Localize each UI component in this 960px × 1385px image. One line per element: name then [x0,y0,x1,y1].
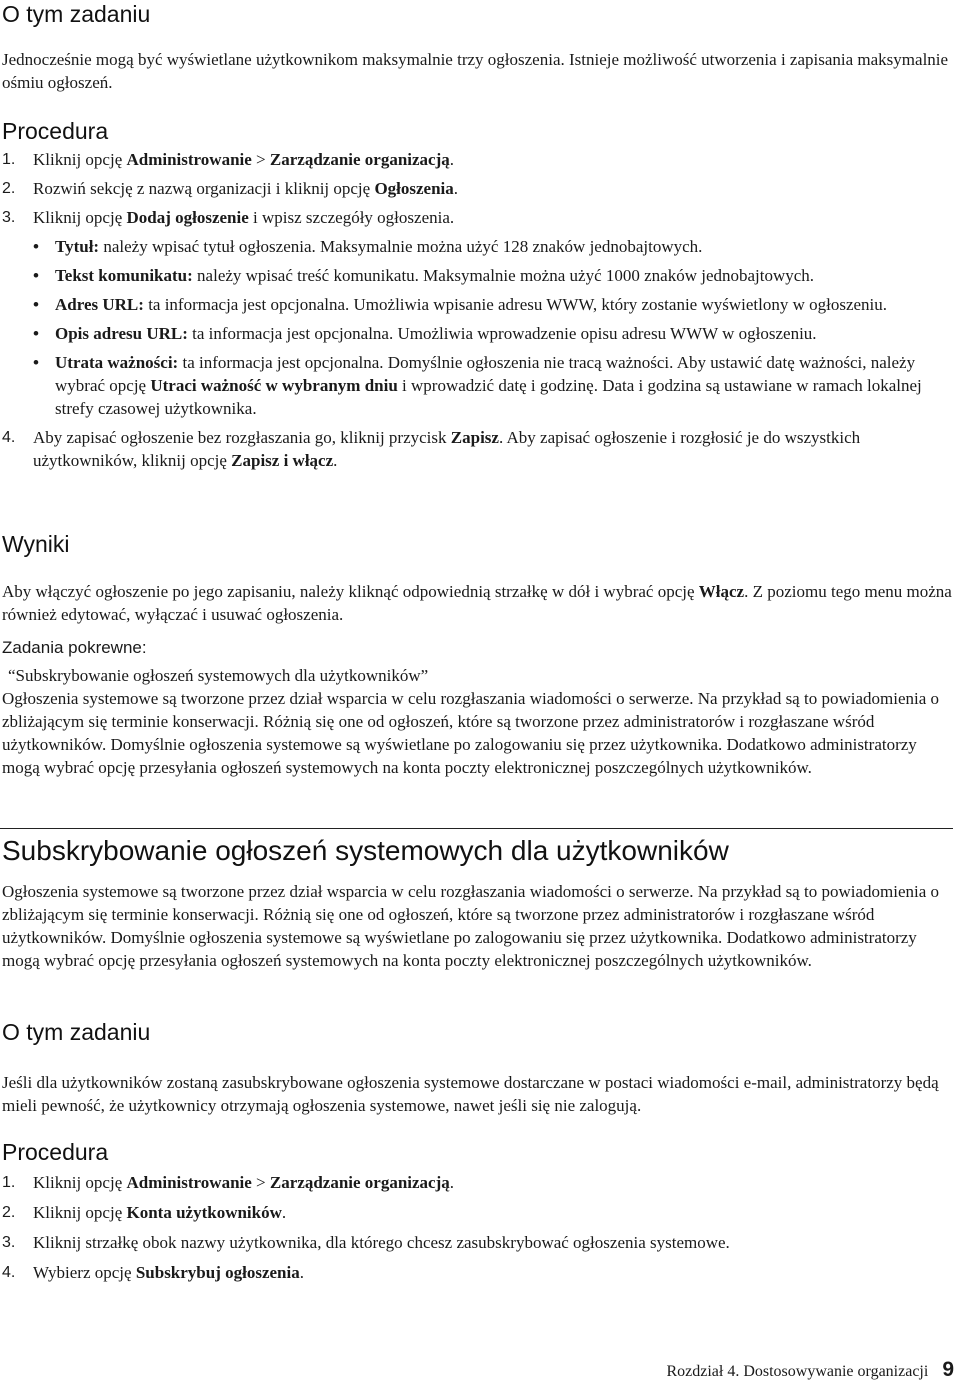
option-add-announcement: Dodaj ogłoszenie [126,208,249,227]
step-item [2,426,952,472]
field-desc-end: i wprowadzić datę i godzinę. Data i godzina są ustawiane w ramach lokalnej strefy czasowej użytkownika. [55,376,922,418]
step-text: Wybierz opcję [33,1263,136,1282]
field-list [33,235,952,420]
step-item [2,148,952,171]
results-paragraph [2,580,952,626]
step-text-end: . [453,179,459,198]
step-text-end: . [299,1263,304,1282]
step-number: 1. [2,1174,16,1191]
path-separator: > [251,1173,270,1192]
step-text-end: i wpisz szczegóły ogłoszenia. [248,208,455,227]
results-heading: Wyniki [2,531,70,557]
field-desc: ta informacja jest opcjonalna. Domyślnie ogłoszenia nie tracą ważności. Aby ustawić datę ważności, należy wybrać opcję [55,353,916,395]
field-desc: ta informacja jest opcjonalna. Umożliwia wpisanie adresu WWW, który zostanie wyświetlony w ogłoszeniu. [143,295,888,314]
field-label: Tytuł: [55,237,100,256]
results-text: Aby włączyć ogłoszenie po jego zapisaniu, należy kliknąć odpowiednią strzałkę w dół i wybrać opcję [2,582,699,601]
step-item [2,1261,952,1284]
field-label: Utrata ważności: [55,353,179,372]
section-intro: Ogłoszenia systemowe są tworzone przez dział wsparcia w celu rozgłaszania wiadomości o serwerze. Na przykład są to powiadomienia o zbliżającym się terminie konserwacji. Różnią się one od ogłoszeń, które są tworzone przez administratorów i rozgłaszane wśród użytkowników. Domyślnie ogłoszenia systemowe są wyświetlane po zalogowaniu się przez użytkownika. Dodatkowo administratorzy mogą wybrać opcję przesyłania ogłoszeń systemowych na konta poczty elektronicznej poszczególnych użytkowników. [2,882,940,970]
step-text-end: . [333,451,338,470]
step-text: Kliknij opcję [33,1173,127,1192]
chapter-title: Rozdział 4. Dostosowywanie organizacji [666,1363,929,1380]
field-desc: należy wpisać tytuł ogłoszenia. Maksymalnie można użyć 128 znaków jednobajtowych. [99,237,703,256]
step-item [2,1171,952,1194]
step-item [2,206,952,420]
step-item [2,1231,952,1254]
field-label: Opis adresu URL: [55,324,188,343]
menu-path-org: Zarządzanie organizacją [269,150,450,169]
option-subscribe: Subskrybuj ogłoszenia [135,1263,300,1282]
step-text: Rozwiń sekcję z nazwą organizacji i kliknij opcję [33,179,375,198]
field-item-expiry [33,351,952,420]
step-number: 2. [2,180,16,197]
related-task-description: Ogłoszenia systemowe są tworzone przez dział wsparcia w celu rozgłaszania wiadomości o serwerze. Na przykład są to powiadomienia o zbliżającym się terminie konserwacji. Różnią się one od ogłoszeń, które są tworzone przez administratorów i rozgłaszane wśród użytkowników. Domyślnie ogłoszenia systemowe są wyświetlane po zalogowaniu się przez użytkownika. Dodatkowo administratorzy mogą wybrać opcję przesyłania ogłoszeń systemowych na konta poczty elektronicznej poszczególnych użytkowników. [2,689,940,777]
field-item-url-desc [33,322,952,345]
option-user-accounts: Konta użytkowników [126,1203,282,1222]
section-title: Subskrybowanie ogłoszeń systemowych dla użytkowników [2,835,729,866]
field-desc: ta informacja jest opcjonalna. Umożliwia wprowadzenie opisu adresu WWW w ogłoszeniu. [187,324,817,343]
field-label: Tekst komunikatu: [55,266,193,285]
step-text: Kliknij opcję [33,1203,127,1222]
related-task-link[interactable]: “Subskrybowanie ogłoszeń systemowych dla użytkowników” [8,666,429,685]
step-text: Aby zapisać ogłoszenie bez rozgłaszania go, kliknij przycisk [33,428,451,447]
step-text-end: . [449,150,455,169]
procedure-steps [2,148,952,478]
procedure-heading: Procedura [2,118,109,144]
step-number: 2. [2,1204,16,1221]
related-colon: : [141,638,147,657]
step-number: 3. [2,1234,16,1251]
step-number: 3. [2,209,16,226]
menu-path-admin: Administrowanie [126,150,252,169]
about-heading: O tym zadaniu [2,1,151,27]
menu-path-admin: Administrowanie [126,1173,252,1192]
page-number: 9 [942,1358,954,1381]
menu-path-org: Zarządzanie organizacją [269,1173,450,1192]
related-label: Zadania pokrewne [2,638,142,657]
step-text: Kliknij opcję [33,150,127,169]
option-enable: Włącz [698,582,745,601]
results-text-end: . Z poziomu tego menu można również edytować, wyłączać i usuwać ogłoszenia. [2,582,952,624]
option-save-enable: Zapisz i włącz [231,451,334,470]
step-number: 4. [2,429,16,446]
step-item [2,1201,952,1224]
option-expire-on-date: Utraci ważność w wybranym dniu [150,376,398,395]
related-tasks-label [2,636,952,659]
button-save: Zapisz [450,428,499,447]
step-text-end: . [449,1173,455,1192]
step-text: Kliknij opcję [33,208,127,227]
section-divider [0,828,953,829]
about-heading-2: O tym zadaniu [2,1019,151,1045]
step-number: 1. [2,151,16,168]
page-footer [666,1358,954,1383]
option-announcements: Ogłoszenia [374,179,454,198]
field-item-url [33,293,952,316]
procedure-steps-2 [2,1171,952,1290]
step-item [2,177,952,200]
field-item-message [33,264,952,287]
step-text-end: . [281,1203,287,1222]
procedure-heading-2: Procedura [2,1139,109,1165]
field-desc: należy wpisać treść komunikatu. Maksymalnie można użyć 1000 znaków jednobajtowych. [192,266,815,285]
about-paragraph: Jednocześnie mogą być wyświetlane użytkownikom maksymalnie trzy ogłoszenia. Istnieje możliwość utworzenia i zapisania maksymalnie ośmiu ogłoszeń. [2,50,949,92]
field-label: Adres URL: [55,295,144,314]
path-separator: > [251,150,270,169]
step-number: 4. [2,1264,16,1281]
step-text: Kliknij strzałkę obok nazwy użytkownika, dla którego chcesz zasubskrybować ogłoszenia systemowe. [33,1233,730,1252]
field-item-title [33,235,952,258]
step-text-mid: . Aby zapisać ogłoszenie i rozgłosić je do wszystkich użytkowników, kliknij opcję [33,428,861,470]
about-paragraph-2: Jeśli dla użytkowników zostaną zasubskrybowane ogłoszenia systemowe dostarczane w postaci wiadomości e-mail, administratorzy będą mieli pewność, że użytkownicy otrzymają ogłoszenia systemowe, nawet jeśli się nie zalogują. [2,1073,939,1115]
